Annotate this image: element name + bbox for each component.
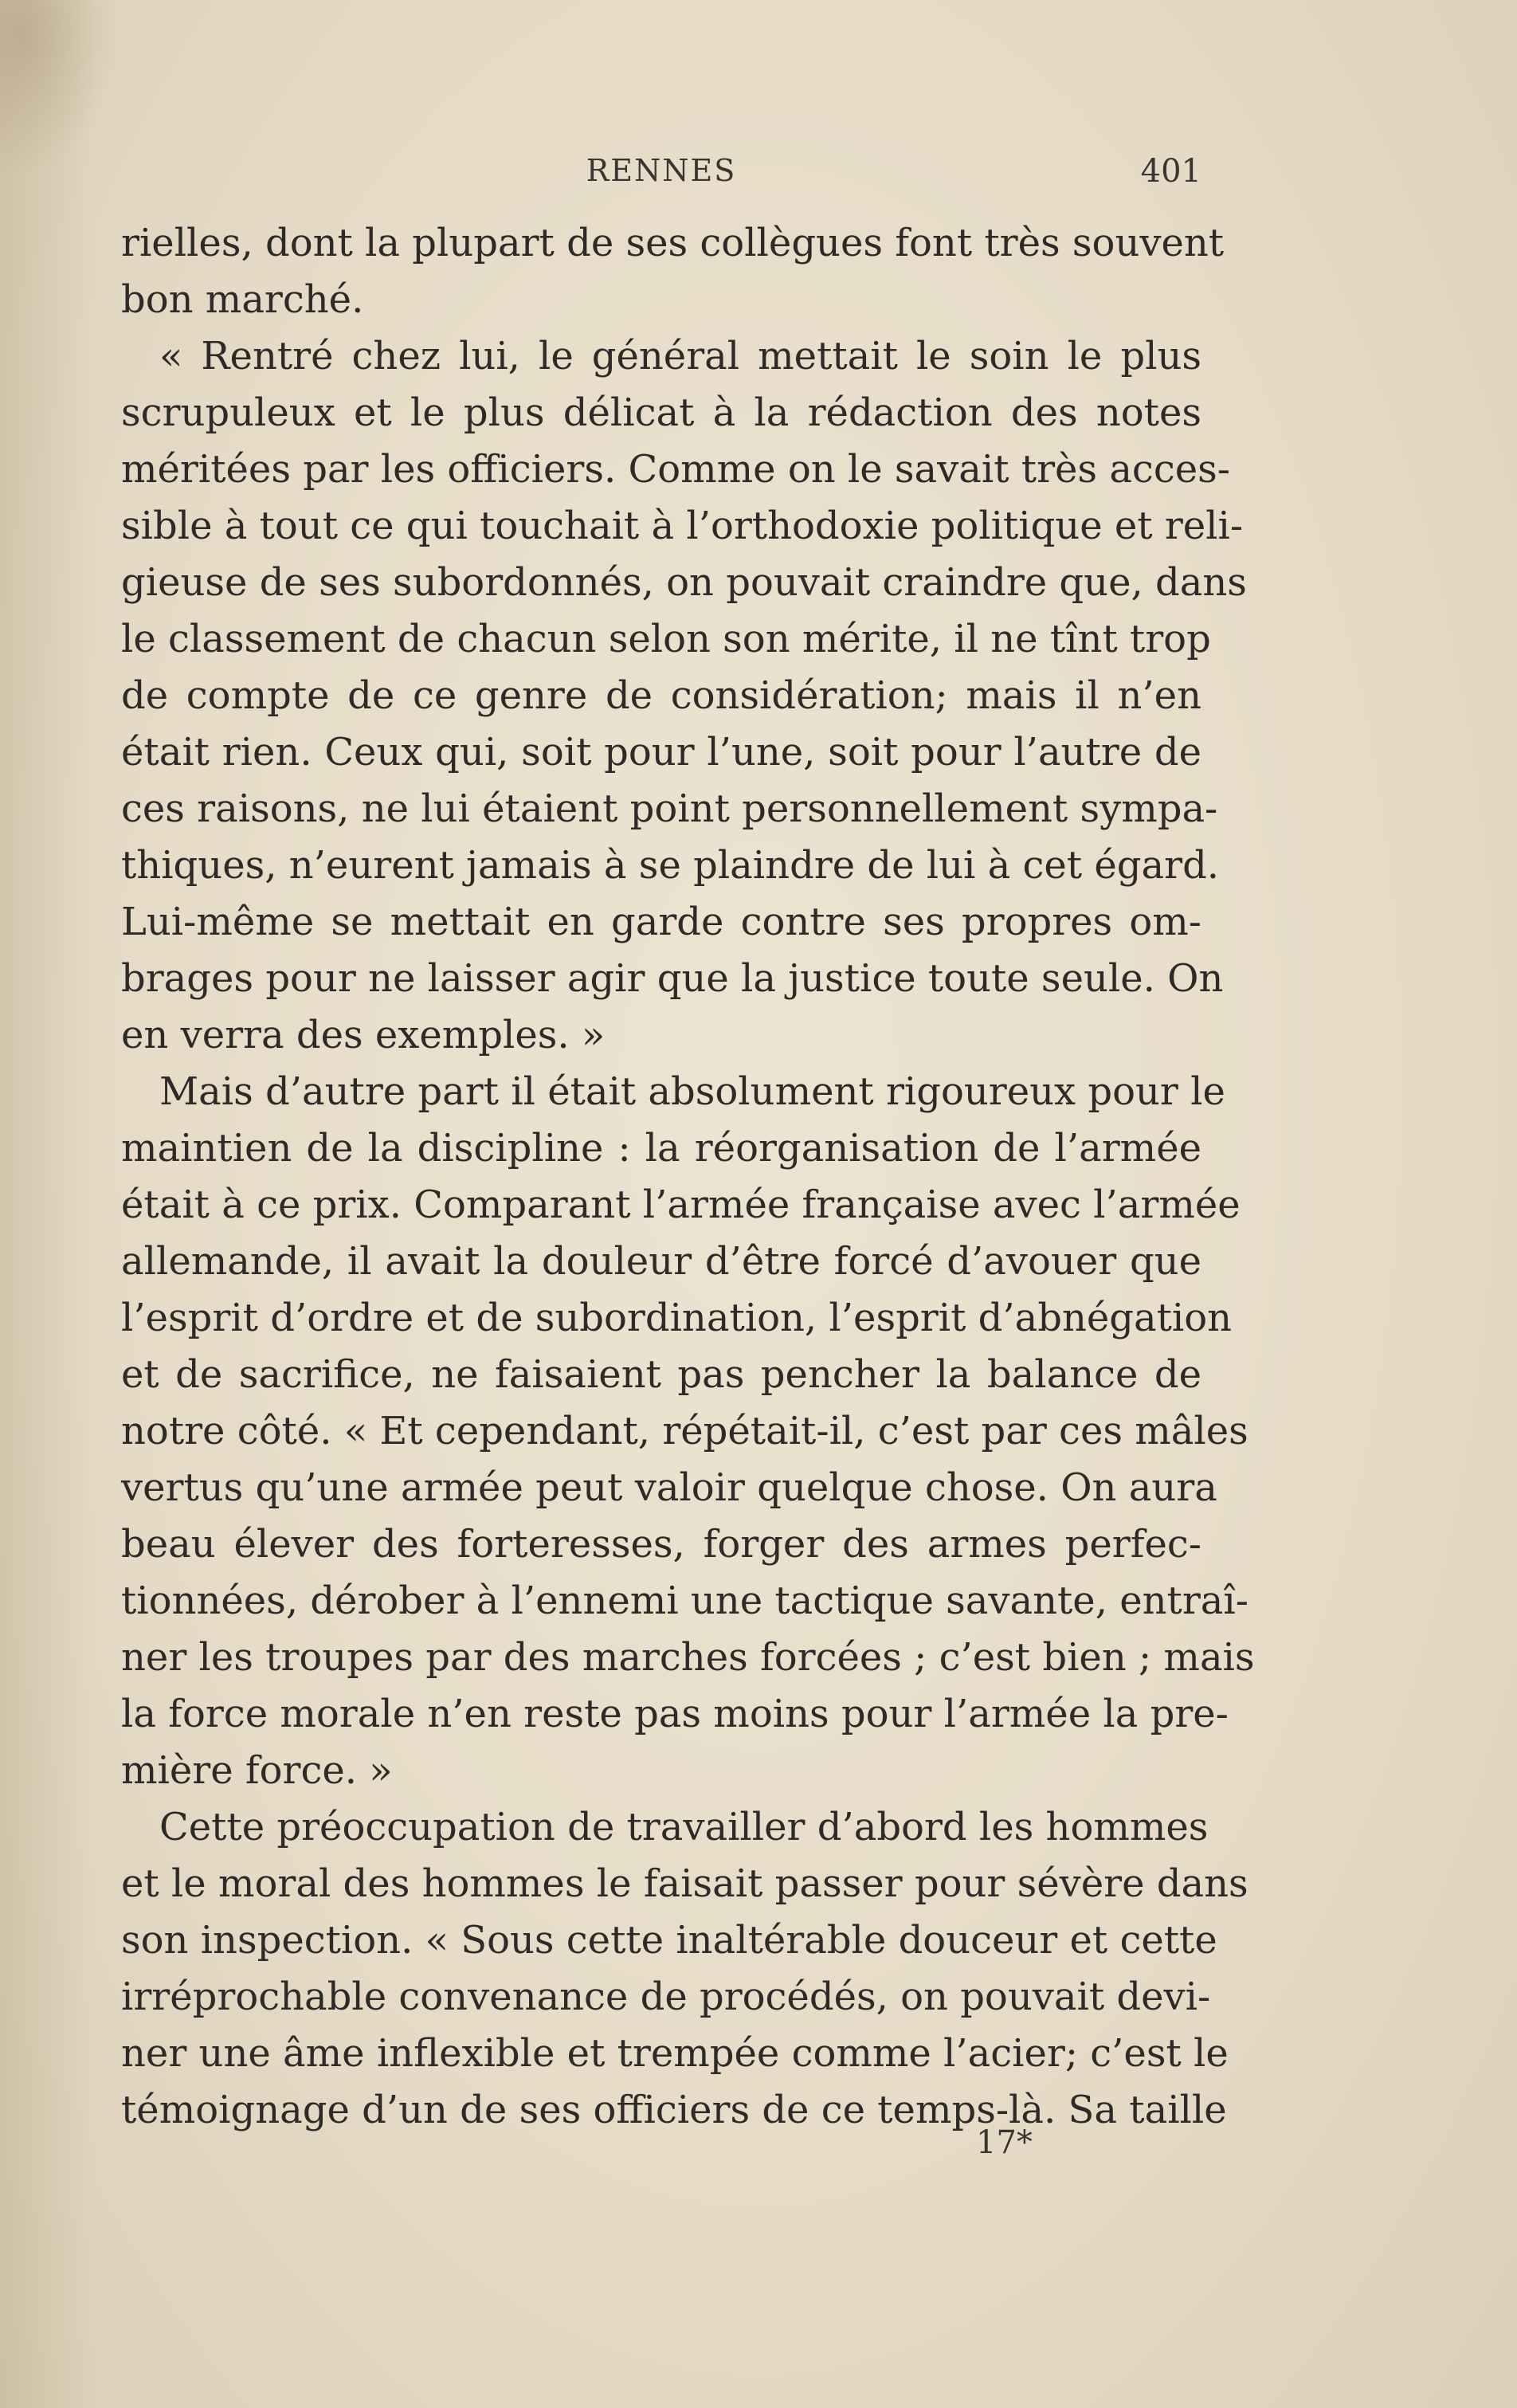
text-line: son inspection. « Sous cette inaltérable douceur et cette bbox=[121, 1918, 1217, 1963]
running-title: RENNES bbox=[586, 153, 737, 188]
text-line: thiques, n’eurent jamais à se plaindre de lui à cet égard. bbox=[121, 843, 1220, 888]
text-line: brages pour ne laisser agir que la justice toute seule. On bbox=[121, 956, 1224, 1001]
page-number: 401 bbox=[1140, 153, 1201, 190]
text-line: était rien. Ceux qui, soit pour l’une, soit pour l’autre de bbox=[121, 730, 1201, 775]
text-line: et le moral des hommes le faisait passer pour sévère dans bbox=[121, 1861, 1248, 1906]
text-line: rielles, dont la plupart de ses collègues font très souvent bbox=[121, 221, 1225, 265]
text-line: mière force. » bbox=[121, 1748, 393, 1793]
text-line: notre côté. « Et cependant, répétait-il, c’est par ces mâles bbox=[121, 1409, 1248, 1453]
text-line: l’esprit d’ordre et de subordination, l’esprit d’abnégation bbox=[121, 1296, 1233, 1340]
text-line: Mais d’autre part il était absolument rigoureux pour le bbox=[159, 1069, 1225, 1114]
text-line: méritées par les officiers. Comme on le savait très acces- bbox=[121, 447, 1230, 492]
text-line: sible à tout ce qui touchait à l’orthodoxie politique et reli- bbox=[121, 504, 1244, 548]
text-line: beau élever des forteresses, forger des armes perfec- bbox=[121, 1522, 1201, 1567]
text-line: Lui-même se mettait en garde contre ses propres om- bbox=[121, 900, 1201, 944]
text-line: allemande, il avait la douleur d’être forcé d’avouer que bbox=[121, 1239, 1201, 1284]
text-line: maintien de la discipline : la réorganisation de l’armée bbox=[121, 1126, 1201, 1171]
text-line: gieuse de ses subordonnés, on pouvait craindre que, dans bbox=[121, 560, 1247, 605]
text-line: irréprochable convenance de procédés, on pouvait devi- bbox=[121, 1975, 1211, 2019]
text-line: la force morale n’en reste pas moins pour l’armée la pre- bbox=[121, 1692, 1229, 1736]
text-line: de compte de ce genre de considération; mais il n’en bbox=[121, 673, 1201, 718]
text-line: était à ce prix. Comparant l’armée française avec l’armée bbox=[121, 1182, 1241, 1227]
signature-mark: 17* bbox=[976, 2124, 1033, 2161]
text-line: et de sacrifice, ne faisaient pas pencher la balance de bbox=[121, 1352, 1201, 1397]
page-edge-stain bbox=[0, 0, 96, 2408]
text-line: ner une âme inflexible et trempée comme l’acier; c’est le bbox=[121, 2031, 1229, 2076]
running-head bbox=[121, 153, 1201, 198]
text-line: tionnées, dérober à l’ennemi une tactique savante, entraî- bbox=[121, 1579, 1248, 1623]
text-line: ces raisons, ne lui étaient point personnellement sympa- bbox=[121, 786, 1218, 831]
text-line: Cette préoccupation de travailler d’abord les hommes bbox=[159, 1805, 1209, 1849]
body-text bbox=[121, 215, 1255, 2139]
text-line: bon marché. bbox=[121, 277, 364, 322]
page-corner-stain bbox=[0, 0, 120, 175]
text-line: scrupuleux et le plus délicat à la rédaction des notes bbox=[121, 390, 1201, 435]
text-line: en verra des exemples. » bbox=[121, 1013, 606, 1057]
text-line: le classement de chacun selon son mérite, il ne tînt trop bbox=[121, 617, 1211, 661]
text-line: témoignage d’un de ses officiers de ce temps-là. Sa taille bbox=[121, 2088, 1227, 2132]
text-line: ner les troupes par des marches forcées ; c’est bien ; mais bbox=[121, 1635, 1255, 1680]
text-line: « Rentré chez lui, le général mettait le soin le plus bbox=[159, 334, 1201, 378]
text-line: vertus qu’une armée peut valoir quelque chose. On aura bbox=[121, 1465, 1217, 1510]
